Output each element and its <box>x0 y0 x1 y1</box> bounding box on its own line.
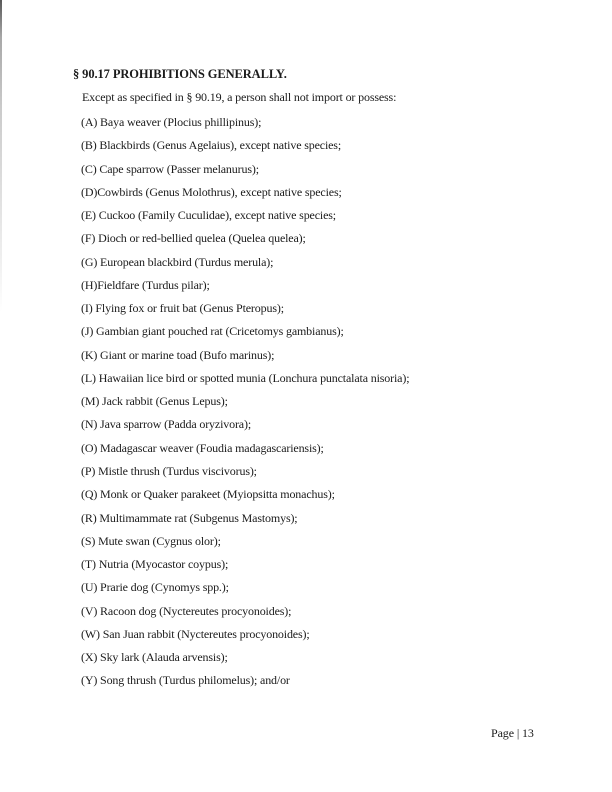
list-item: (X) Sky lark (Alauda arvensis); <box>81 650 228 665</box>
list-item: (H)Fieldfare (Turdus pilar); <box>81 277 210 292</box>
list-item: (V) Racoon dog (Nyctereutes procyonoides); <box>81 603 292 618</box>
list-item: (W) San Juan rabbit (Nyctereutes procyonoides); <box>81 626 310 641</box>
list-item: (G) European blackbird (Turdus merula); <box>81 254 274 269</box>
list-item: (U) Prarie dog (Cynomys spp.); <box>81 580 229 595</box>
list-item: (T) Nutria (Myocastor coypus); <box>81 557 229 572</box>
list-item: (N) Java sparrow (Padda oryzivora); <box>81 417 252 432</box>
list-item: (Y) Song thrush (Turdus philomelus); and/or <box>81 673 290 688</box>
list-item: (R) Multimammate rat (Subgenus Mastomys); <box>81 510 298 525</box>
intro-paragraph: Except as specified in § 90.19, a person shall not import or possess: <box>82 90 397 104</box>
list-item: (P) Mistle thrush (Turdus viscivorus); <box>81 463 257 478</box>
list-item: (A) Baya weaver (Plocius phillipinus); <box>81 115 262 129</box>
list-item: (C) Cape sparrow (Passer melanurus); <box>81 161 259 176</box>
list-item: (D)Cowbirds (Genus Molothrus), except native species; <box>81 184 342 199</box>
list-item: (M) Jack rabbit (Genus Lepus); <box>81 394 228 409</box>
list-item: (J) Gambian giant pouched rat (Cricetomys gambianus); <box>81 324 344 339</box>
list-item: (E) Cuckoo (Family Cuculidae), except native species; <box>81 208 336 223</box>
list-item: (O) Madagascar weaver (Foudia madagascariensis); <box>81 440 324 455</box>
prohibited-species-list <box>81 111 409 693</box>
section-heading: § 90.17 PROHIBITIONS GENERALLY. <box>73 67 287 81</box>
list-item: (I) Flying fox or fruit bat (Genus Pteropus); <box>81 301 284 316</box>
page-number: Page | 13 <box>491 726 534 740</box>
list-item: (F) Dioch or red-bellied quelea (Quelea quelea); <box>81 231 306 246</box>
list-item: (Q) Monk or Quaker parakeet (Myiopsitta monachus); <box>81 487 335 502</box>
list-item: (B) Blackbirds (Genus Agelaius), except native species; <box>81 138 342 153</box>
list-item: (S) Mute swan (Cygnus olor); <box>81 533 221 548</box>
scan-edge-artifact <box>0 0 2 312</box>
list-item: (K) Giant or marine toad (Bufo marinus); <box>81 347 275 362</box>
list-item: (L) Hawaiian lice bird or spotted munia (Lonchura punctalata nisoria); <box>81 370 410 385</box>
